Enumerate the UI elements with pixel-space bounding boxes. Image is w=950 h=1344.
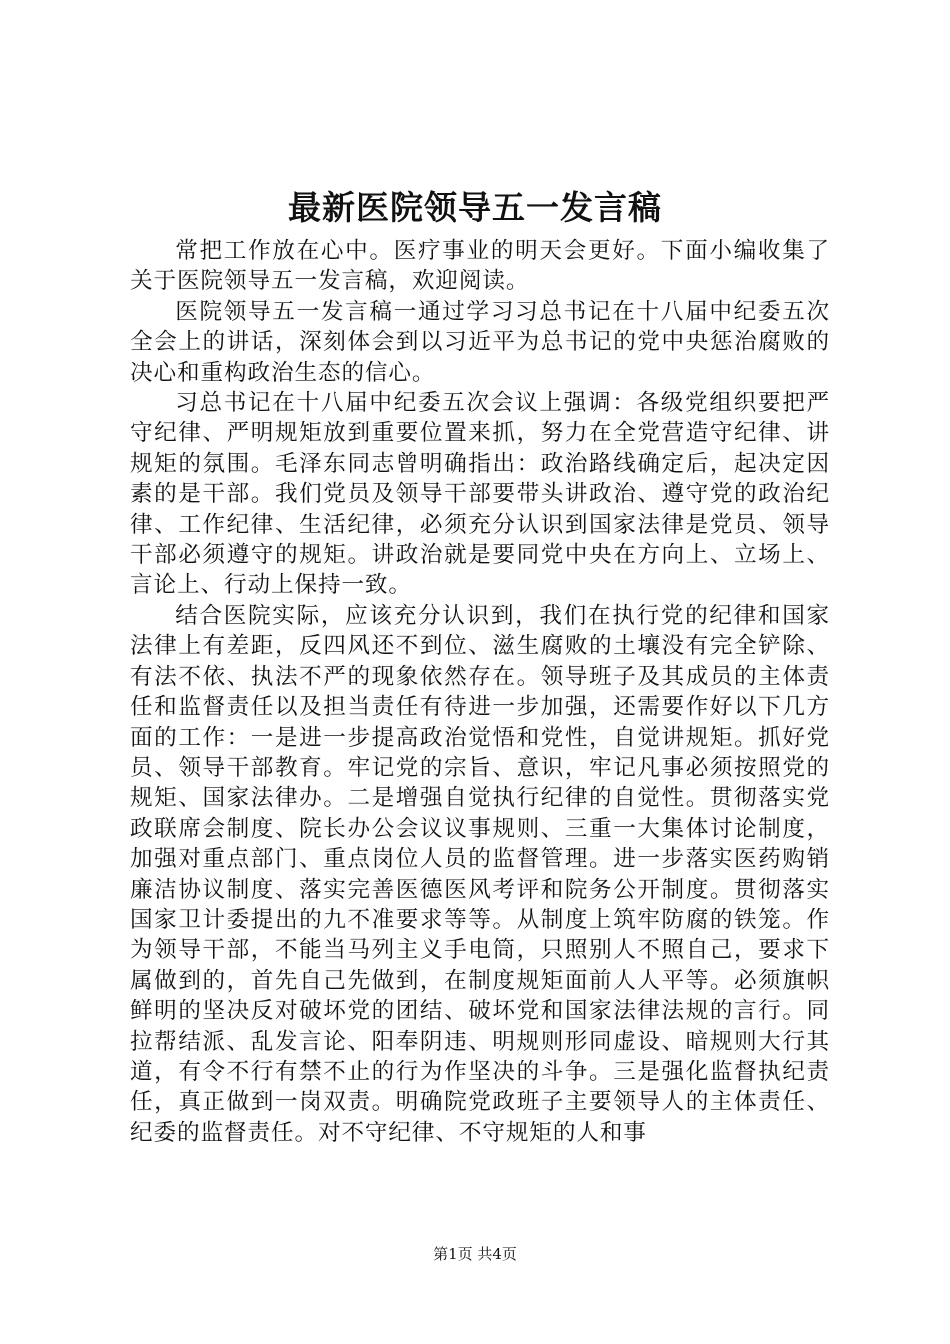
document-title: 最新医院领导五一发言稿 — [288, 188, 662, 227]
paragraph-opening: 医院领导五一发言稿一通过学习习总书记在十八届中纪委五次全会上的讲话，深刻体会到以习近平为总书记的党中央惩治腐败的决心和重构政治生态的信心。 — [130, 298, 830, 386]
paragraph-hospital-practice: 结合医院实际，应该充分认识到，我们在执行党的纪律和国家法律上有差距，反四风还不到位、滋生腐败的土壤没有完全铲除、有法不依、执法不严的现象依然存在。领导班子及其成员的主体责任和监督责任以及担当责任有待进一步加强，还需要作好以下几方面的工作：一是进一步提高政治觉悟和党性，自觉讲规矩。抓好党员、领导干部教育。牢记党的宗旨、意识，牢记凡事必须按照党的规矩、国家法律办。二是增强自觉执行纪律的自觉性。贯彻落实党政联席会制度、院长办公会议议事规则、三重一大集体讨论制度，加强对重点部门、重点岗位人员的监督管理。进一步落实医药购销廉洁协议制度、落实完善医德医风考评和院务公开制度。贯彻落实国家卫计委提出的九不准要求等等。从制度上筑牢防腐的铁笼。作为领导干部，不能当马列主义手电筒，只照别人不照自己，要求下属做到的，首先自己先做到，在制度规矩面前人人平等。必须旗帜鲜明的坚决反对破坏党的团结、破坏党和国家法律法规的言行。同拉帮结派、乱发言论、阳奉阴违、明规则形同虚设、暗规则大行其道，有令不行有禁不止的行为作坚决的斗争。三是强化监督执纪责任，真正做到一岗双责。明确院党政班子主要领导人的主体责任、纪委的监督责任。对不守纪律、不守规矩的人和事 — [130, 602, 830, 1146]
paragraph-discipline: 习总书记在十八届中纪委五次会议上强调：各级党组织要把严守纪律、严明规矩放到重要位置来抓，努力在全党营造守纪律、讲规矩的氛围。毛泽东同志曾明确指出：政治路线确定后，起决定因素的是干部。我们党员及领导干部要带头讲政治、遵守党的政治纪律、工作纪律、生活纪律，必须充分认识到国家法律是党员、领导干部必须遵守的规矩。讲政治就是要同党中央在方向上、立场上、言论上、行动上保持一致。 — [130, 390, 830, 599]
paragraph-intro: 常把工作放在心中。医疗事业的明天会更好。下面小编收集了关于医院领导五一发言稿，欢迎阅读。 — [130, 238, 830, 295]
document-body — [130, 236, 830, 1148]
page-footer: 第1页 共4页 — [433, 1245, 517, 1263]
